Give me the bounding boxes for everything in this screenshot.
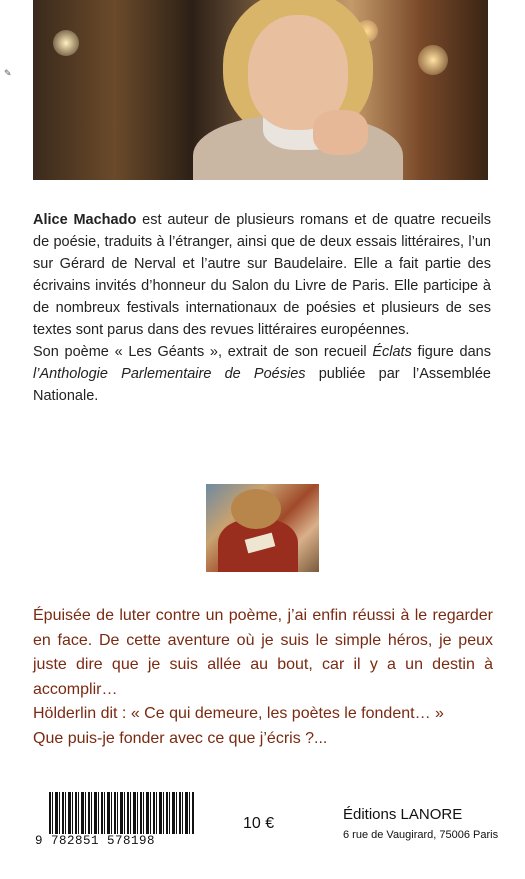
publisher-name: Éditions LANORE <box>343 806 463 823</box>
price: 10 € <box>243 815 275 832</box>
excerpt-question: Que puis-je fonder avec ce que j’écris ?... <box>33 729 328 747</box>
book-excerpt <box>33 604 493 751</box>
author-photo <box>33 0 488 180</box>
isbn-barcode <box>35 788 197 850</box>
anthology-title: l’Anthologie Parlementaire de Poésies <box>33 366 306 382</box>
bio-paragraph-2: Son poème « Les Géants », extrait de son recueil Éclats figure dans l’Anthologie Parlementaire de Poésies publiée par l’Assemblée Nationale. <box>33 344 491 404</box>
painting-illustration <box>206 484 319 572</box>
publisher-address: 6 rue de Vaugirard, 75006 Paris <box>343 829 499 841</box>
collection-title: Éclats <box>372 344 412 360</box>
excerpt-quote: Hölderlin dit : « Ce qui demeure, les poètes le fondent… » <box>33 705 444 722</box>
isbn-digits: 9 782851 578198 <box>35 834 156 848</box>
author-biography <box>33 209 491 407</box>
barcode-bars <box>49 792 195 834</box>
author-name: Alice Machado <box>33 212 137 228</box>
excerpt-paragraph-1: Épuisée de luter contre un poème, j’ai enfin réussi à le regarder en face. De cette aventure où je suis le simple héros, je peux juste dire que je suis allée au bout, car il y a un destin à accomplir… <box>33 607 493 698</box>
scan-mark: ✎ <box>4 68 12 78</box>
bio-paragraph-1: Alice Machado est auteur de plusieurs romans et de quatre recueils de poésie, traduits à l’étranger, ainsi que de deux essais littéraires, l’un sur Gérard de Nerval et l’autre sur Baudelaire. Elle a fait partie des écrivains invités d’honneur du Salon du Livre de Paris. Elle participe à de nombreux festivals internationaux de poésies et plusieurs de ses textes sont parus dans des revues littéraires européennes. <box>33 212 491 338</box>
